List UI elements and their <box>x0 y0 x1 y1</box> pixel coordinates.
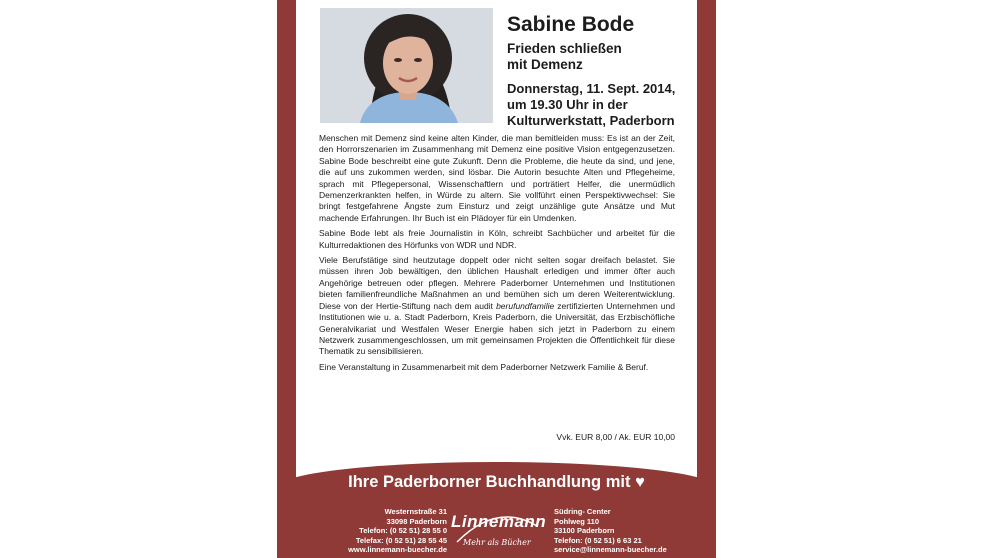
book-title <box>507 41 692 73</box>
store-slogan <box>296 473 697 492</box>
cooperation-note: Eine Veranstaltung in Zusammenarbeit mit dem Paderborner Netzwerk Familie & Beruf. <box>319 361 649 372</box>
phone-line: Telefon: (0 52 51) 28 55 0 <box>359 526 447 535</box>
event-poster <box>277 0 716 558</box>
book-title-line: mit Demenz <box>507 57 583 72</box>
network-text: Viele Berufstätige sind heutzutage doppelt oder nicht selten sogar dreifach belastet. Sie müssen ihren Job bewältigen, den üblichen Haushalt erledigen und immer öfter auch Angehörige betreuen oder pflegen. Mehrere Paderborner Unternehmen und Institutionen bieten familienfreundliche Maßnahmen an und bemühen sich um deren Weiterentwicklung. Diese von der Hertie-Stiftung nach dem audit <box>319 255 675 311</box>
event-time: um 19.30 Uhr in der <box>507 97 628 112</box>
event-date: Donnerstag, 11. Sept. 2014, <box>507 81 676 96</box>
author-portrait-illustration <box>320 8 493 123</box>
address-line: Westernstraße 31 <box>384 507 447 516</box>
author-name: Sabine Bode <box>507 13 635 36</box>
network-text: zertifizierten Unternehmen und Institutionen wie u. a. Stadt Paderborn, Kreis Paderborn, die Universität, das Erzbischöfliche Generalvikariat und Westfalen Weser Energie haben sich jetzt in Paderborn zu einem Netzwerk zusammengeschlossen, um mit gemeinsamen Projekten die Öffentlichkeit für diese Thematik zu sensibilisieren. <box>319 300 675 357</box>
event-venue: Kulturwerkstatt, Paderborn <box>507 113 675 128</box>
author-bio-paragraph: Sabine Bode lebt als freie Journalistin in Köln, schreibt Sachbücher und arbeitet für die Kulturredaktionen des Hörfunks von WDR und NDR. <box>319 228 675 250</box>
event-heading <box>507 12 692 129</box>
address-line: Pohlweg 110 <box>554 516 600 526</box>
description-paragraph: Menschen mit Demenz sind keine alten Kinder, die man bemitleiden muss: Es ist an der Zeit, den Horrorszenarien im Zusammenhang mit Demenz eine positive Vision entgegenzusetzen. Sabine Bode beschreibt eine gute Zukunft. Denn die Probleme, die heute da sind, und jene, die auf uns zukommen werden, sind lösbar. Die Autorin besuchte Alten und Pflegeheime, sprach mit Pflegepersonal, Wissenschaftlern und porträtiert Helfer, die unermüdlich Demenzerkrankten helfen, in Würde zu altern. Sie vollführt einen Perspektivwechsel: Sie bringt festgefahrene Ängste zum Einsturz und zeigt unzählige gute Ansätze und Mut machende Erfahrungen. Ihr Buch ist ein Plädoyer für ein Umdenken. <box>319 133 675 223</box>
phone-line: Telefon: (0 52 51) 6 63 21 <box>554 535 642 545</box>
store-address-suedring <box>554 507 667 555</box>
linnemann-logo <box>451 502 547 558</box>
heart-icon: ♥ <box>635 473 645 491</box>
logo-name: Linnemann <box>451 512 547 531</box>
author-portrait <box>320 8 493 123</box>
slogan-text: Ihre Paderborner Buchhandlung mit <box>348 473 631 491</box>
audit-name: berufundfamilie <box>496 300 555 311</box>
ticket-price: Vvk. EUR 8,00 / Ak. EUR 10,00 <box>556 432 675 442</box>
description-text <box>319 133 675 377</box>
network-paragraph <box>319 255 675 358</box>
address-line: 33098 Paderborn <box>386 516 447 526</box>
event-date-location <box>507 81 692 129</box>
store-address-westernstrasse <box>348 507 447 555</box>
address-line: 33100 Paderborn <box>554 526 615 535</box>
logo-tagline: Mehr als Bücher <box>463 538 531 547</box>
address-line: Südring- Center <box>554 507 611 516</box>
website-link: www.linnemann-buecher.de <box>348 545 447 554</box>
email-link: service@linnemann-buecher.de <box>554 545 667 554</box>
book-title-line: Frieden schließen <box>507 41 622 56</box>
fax-line: Telefax: (0 52 51) 28 55 45 <box>355 535 447 545</box>
poster-sheet <box>296 0 697 558</box>
